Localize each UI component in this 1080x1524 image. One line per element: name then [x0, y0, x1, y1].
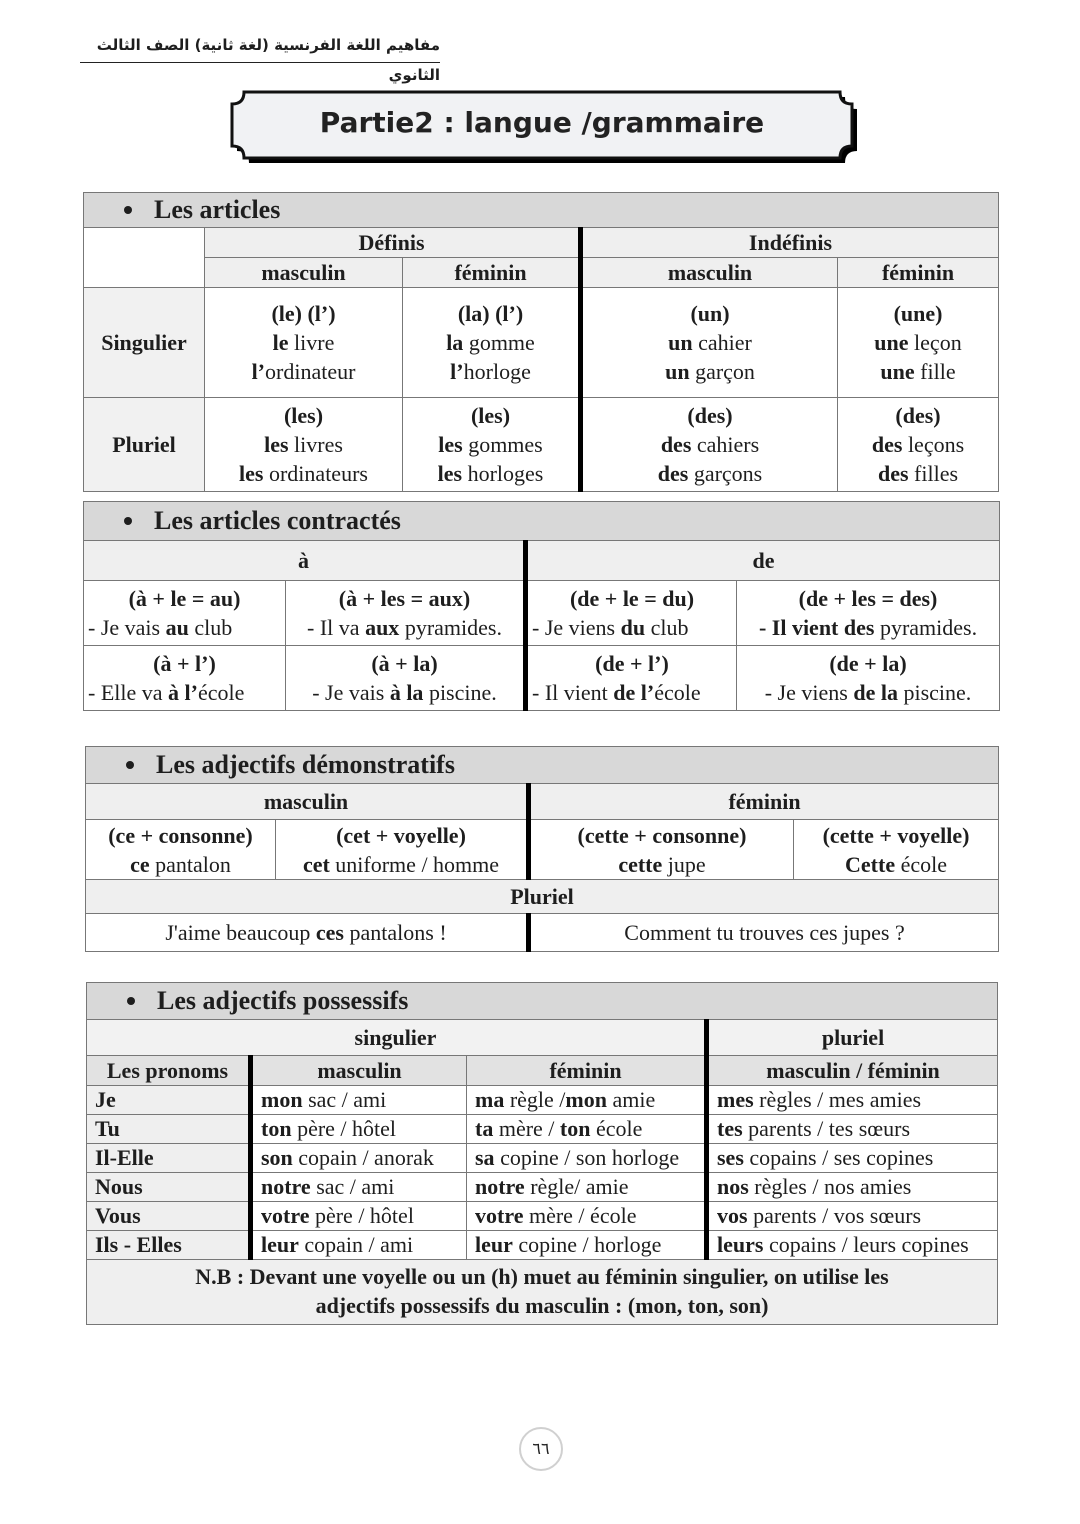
example-line	[798, 850, 994, 879]
possessive-masc-cell	[251, 1231, 467, 1260]
text: école	[197, 680, 245, 705]
example-line	[587, 357, 833, 386]
plural-example	[86, 914, 529, 952]
bold-text: les	[437, 461, 463, 486]
text: cahier	[692, 330, 752, 355]
text: règles / mes amies	[753, 1087, 922, 1112]
table-row	[84, 581, 1000, 646]
table-row	[87, 1115, 998, 1144]
text: copain / ami	[298, 1232, 414, 1257]
note-line-1: N.B : Devant une voyelle ou un (h) muet au féminin singulier, on utilise les	[195, 1264, 889, 1289]
note-line-2: adjectifs possessifs du masculin : (mon, ton, son)	[315, 1293, 769, 1318]
bold-text: les	[438, 432, 463, 457]
example-line	[532, 678, 732, 707]
text: jupe	[662, 851, 706, 877]
text: livre	[288, 330, 335, 355]
possessive-masc-cell	[251, 1115, 467, 1144]
text: pantalon	[149, 851, 231, 877]
cell-heading: (à + la)	[371, 651, 438, 676]
text: ordinateurs	[263, 461, 368, 486]
bold-text: leurs	[717, 1232, 764, 1257]
possessive-fem-cell	[467, 1115, 707, 1144]
example-line	[209, 357, 398, 386]
text: - Il vient	[532, 680, 614, 705]
possessive-fem-cell	[467, 1231, 707, 1260]
possessive-fem-cell	[467, 1173, 707, 1202]
example-line	[532, 613, 732, 642]
cell-heading: (de + l’)	[595, 651, 669, 676]
bullet-icon	[124, 206, 132, 214]
possessive-plur-cell	[707, 1231, 998, 1260]
table-row	[84, 288, 999, 398]
possessive-plur-cell	[707, 1115, 998, 1144]
article-cell	[838, 398, 999, 492]
text: horloges	[462, 461, 544, 486]
possessive-fem-cell	[467, 1144, 707, 1173]
possessive-masc-cell	[251, 1202, 467, 1231]
bold-text: cet	[302, 851, 330, 877]
example-line	[407, 430, 574, 459]
text: fille	[914, 359, 956, 384]
contracted-cell	[286, 646, 526, 711]
bullet-icon	[124, 517, 132, 525]
pronoun-cell: Nous	[87, 1173, 251, 1202]
pronoun-cell: Vous	[87, 1202, 251, 1231]
bold-text: cette	[618, 851, 663, 877]
header-pluriel: pluriel	[707, 1020, 998, 1056]
example-line	[407, 357, 574, 386]
possessive-masc-cell	[251, 1086, 467, 1115]
header-indefinis: Indéfinis	[581, 228, 999, 258]
article-cell	[581, 398, 838, 492]
text: leçons	[902, 432, 965, 457]
possessive-fem-cell	[467, 1202, 707, 1231]
cell-heading: (à + le = au)	[128, 586, 241, 611]
cell-heading: (une)	[893, 301, 943, 326]
example-line	[280, 850, 522, 879]
running-header: مفاهيم اللغة الفرنسية (لغة ثانية) الصف الثالث الثانوي	[80, 30, 440, 63]
text: père / hôtel	[291, 1116, 397, 1141]
text: école	[654, 680, 701, 705]
example-line	[842, 459, 994, 488]
title-plaque	[222, 86, 862, 162]
header-singulier: singulier	[87, 1020, 707, 1056]
demonstrative-cell	[529, 820, 794, 880]
example-line	[88, 613, 281, 642]
text: filles	[908, 461, 959, 486]
example-line	[741, 613, 995, 642]
bold-text: à l’	[168, 680, 198, 705]
text: gomme	[463, 330, 535, 355]
text: piscine.	[423, 680, 497, 705]
text: sac / ami	[302, 1087, 387, 1112]
bold-text: la	[446, 330, 464, 355]
text: ordinateur	[265, 359, 356, 384]
example-line	[587, 430, 833, 459]
example-line	[209, 430, 398, 459]
bold-text: mon	[261, 1087, 303, 1112]
article-cell	[205, 398, 403, 492]
bold-text: ton	[559, 1116, 591, 1141]
text: - Elle va	[88, 680, 169, 705]
demonstrative-adjectives-table	[85, 746, 999, 952]
contracted-articles-table	[83, 501, 1000, 711]
table-row	[86, 820, 999, 880]
bold-text: ton	[261, 1116, 292, 1141]
bold-text: tes	[717, 1116, 743, 1141]
pronoun-cell: Ils - Elles	[87, 1231, 251, 1260]
header-a: à	[84, 541, 526, 581]
section-header-possessifs: Les adjectifs possessifs	[87, 983, 998, 1020]
bold-text: ma	[475, 1087, 505, 1112]
bold-text: leur	[475, 1232, 513, 1257]
articles-table	[83, 192, 999, 492]
example-line	[535, 918, 994, 947]
bold-text: les	[239, 461, 264, 486]
pronoun-cell: Tu	[87, 1115, 251, 1144]
text: - Il va	[307, 615, 366, 640]
text: gommes	[462, 432, 543, 457]
demonstrative-cell	[276, 820, 529, 880]
bold-text: les	[264, 432, 289, 457]
cell-heading: (la) (l’)	[457, 301, 524, 326]
cell-heading: (les)	[470, 403, 511, 428]
bold-text: mon	[565, 1087, 607, 1112]
cell-heading: (des)	[687, 403, 733, 428]
table-row	[84, 398, 999, 492]
bold-text: vos	[717, 1203, 748, 1228]
cell-heading: (les)	[283, 403, 324, 428]
bold-text: sa	[475, 1145, 495, 1170]
table-row	[87, 1231, 998, 1260]
bold-text: le	[272, 330, 289, 355]
text: école	[895, 851, 947, 877]
article-cell	[403, 288, 581, 398]
example-line	[90, 850, 271, 879]
bullet-icon	[126, 761, 134, 769]
section-header-demonstratifs: Les adjectifs démonstratifs	[86, 747, 999, 784]
demonstrative-cell	[794, 820, 999, 880]
text: copains / leurs copines	[763, 1232, 969, 1257]
bold-text: notre	[475, 1174, 525, 1199]
possessive-masc-cell	[251, 1144, 467, 1173]
cell-heading: (des)	[895, 403, 941, 428]
row-label: Pluriel	[84, 398, 205, 492]
bold-text: mes	[717, 1087, 754, 1112]
contracted-cell	[526, 581, 737, 646]
bold-text: son	[261, 1145, 293, 1170]
contracted-cell	[286, 581, 526, 646]
bold-text: de la	[853, 680, 898, 705]
table-row	[87, 1086, 998, 1115]
text: père / hôtel	[309, 1203, 414, 1228]
possessive-masc-cell	[251, 1173, 467, 1202]
bold-text: nos	[717, 1174, 749, 1199]
text: mère / école	[523, 1203, 637, 1228]
col-feminin: féminin	[467, 1056, 707, 1086]
bold-text: une	[880, 359, 915, 384]
header-de: de	[526, 541, 1000, 581]
contracted-cell	[84, 581, 286, 646]
text: règle/ amie	[524, 1174, 629, 1199]
text: copain / anorak	[292, 1145, 434, 1170]
text: club	[645, 615, 689, 640]
text: - Je vais	[88, 615, 166, 640]
bold-text: un	[668, 330, 693, 355]
col-feminin: féminin	[529, 784, 999, 820]
example-line	[209, 459, 398, 488]
example-line	[407, 459, 574, 488]
text: uniforme / homme	[329, 851, 500, 877]
text: école	[590, 1116, 643, 1141]
table-row	[87, 1173, 998, 1202]
text: horloge	[463, 359, 531, 384]
col-feminin: féminin	[838, 258, 999, 288]
bold-text: aux	[365, 615, 400, 640]
row-label: Singulier	[84, 288, 205, 398]
example-line	[90, 918, 522, 947]
section-header-contractes: Les articles contractés	[84, 502, 1000, 541]
cell-heading: (à + les = aux)	[338, 586, 471, 611]
cell-heading: (le) (l’)	[271, 301, 336, 326]
col-masculin: masculin	[251, 1056, 467, 1086]
contracted-cell	[737, 646, 1000, 711]
table-row	[87, 1202, 998, 1231]
possessive-adjectives-table	[86, 982, 998, 1325]
text: leçon	[908, 330, 962, 355]
demonstrative-cell	[86, 820, 276, 880]
bold-text: - Il vient des	[758, 615, 875, 640]
article-cell	[838, 288, 999, 398]
text: - Je viens	[532, 615, 621, 640]
article-cell	[205, 288, 403, 398]
possessive-plur-cell	[707, 1202, 998, 1231]
text: règle /	[504, 1087, 566, 1112]
bold-text: ces	[315, 920, 344, 945]
bullet-icon	[127, 997, 135, 1005]
section-header-articles: Les articles	[84, 193, 999, 228]
bold-text: de l’	[613, 680, 655, 705]
bold-text: l’	[251, 359, 266, 384]
example-line	[290, 678, 519, 707]
col-masculin: masculin	[205, 258, 403, 288]
text: copine / horloge	[512, 1232, 662, 1257]
bold-text: à la	[389, 680, 424, 705]
text: piscine.	[897, 680, 972, 705]
bold-text: l’	[450, 359, 464, 384]
cell-heading: (cet + voyelle)	[336, 822, 466, 848]
col-masculin: masculin	[86, 784, 529, 820]
example-line	[842, 328, 994, 357]
bold-text: ce	[130, 851, 150, 877]
page-title: Partie2 : langue /grammaire	[319, 106, 765, 139]
possessive-plur-cell	[707, 1173, 998, 1202]
bold-text: des	[657, 461, 689, 486]
article-cell	[403, 398, 581, 492]
example-line	[209, 328, 398, 357]
note-box	[87, 1260, 998, 1325]
contracted-cell	[737, 581, 1000, 646]
bold-text: au	[165, 615, 189, 640]
example-line	[842, 357, 994, 386]
cell-heading: (cette + voyelle)	[822, 822, 970, 848]
text: copine / son horloge	[494, 1145, 680, 1170]
corner-cell	[84, 228, 205, 288]
bold-text: Cette	[845, 851, 896, 877]
table-row	[86, 914, 999, 952]
text: garçon	[689, 359, 755, 384]
col-pronoms: Les pronoms	[87, 1056, 251, 1086]
contracted-cell	[84, 646, 286, 711]
text: - Je vais	[312, 680, 390, 705]
text: garçons	[688, 461, 763, 486]
bold-text: un	[665, 359, 690, 384]
text: règles / nos amies	[748, 1174, 912, 1199]
text: - Je viens	[764, 680, 854, 705]
header-pluriel: Pluriel	[86, 880, 999, 914]
possessive-plur-cell	[707, 1144, 998, 1173]
table-row	[87, 1144, 998, 1173]
cell-heading: (ce + consonne)	[108, 822, 253, 848]
bold-text: votre	[261, 1203, 310, 1228]
col-masculin: masculin	[581, 258, 838, 288]
col-feminin: féminin	[403, 258, 581, 288]
example-line	[535, 850, 789, 879]
bold-text: une	[874, 330, 909, 355]
text: cahiers	[691, 432, 760, 457]
example-line	[587, 328, 833, 357]
bold-text: des	[660, 432, 692, 457]
cell-heading: (de + le = du)	[569, 586, 695, 611]
cell-heading: (de + les = des)	[798, 586, 938, 611]
bold-text: ta	[475, 1116, 494, 1141]
example-line	[88, 678, 281, 707]
article-cell	[581, 288, 838, 398]
bold-text: leur	[261, 1232, 299, 1257]
possessive-fem-cell	[467, 1086, 707, 1115]
example-line	[842, 430, 994, 459]
text: J'aime beaucoup	[165, 920, 316, 945]
contracted-cell	[526, 646, 737, 711]
text: sac / ami	[310, 1174, 395, 1199]
bold-text: votre	[475, 1203, 524, 1228]
pronoun-cell: Il-Elle	[87, 1144, 251, 1173]
col-masculin-feminin: masculin / féminin	[707, 1056, 998, 1086]
text: pantalons !	[344, 920, 447, 945]
cell-heading: (à + l’)	[153, 651, 216, 676]
pronoun-cell: Je	[87, 1086, 251, 1115]
text: mère /	[493, 1116, 560, 1141]
text: parents / vos sœurs	[747, 1203, 922, 1228]
plural-example	[529, 914, 999, 952]
text: pyramides.	[399, 615, 502, 640]
bold-text: des	[871, 432, 903, 457]
example-line	[741, 678, 995, 707]
example-line	[407, 328, 574, 357]
bold-text: notre	[261, 1174, 311, 1199]
page-number: ٦٦	[519, 1427, 563, 1471]
cell-heading: (un)	[690, 301, 730, 326]
possessive-plur-cell	[707, 1086, 998, 1115]
header-definis: Définis	[205, 228, 581, 258]
example-line	[587, 459, 833, 488]
cell-heading: (cette + consonne)	[577, 822, 747, 848]
cell-heading: (de + la)	[829, 651, 907, 676]
bold-text: ses	[717, 1145, 744, 1170]
text: amie	[606, 1087, 656, 1112]
text: copains / ses copines	[743, 1145, 934, 1170]
text: pyramides.	[874, 615, 978, 640]
text: Comment tu trouves ces jupes ?	[624, 920, 905, 945]
example-line	[290, 613, 519, 642]
text: livres	[288, 432, 343, 457]
text: club	[188, 615, 233, 640]
bold-text: des	[877, 461, 909, 486]
bold-text: du	[620, 615, 646, 640]
table-row	[84, 646, 1000, 711]
text: parents / tes sœurs	[742, 1116, 911, 1141]
